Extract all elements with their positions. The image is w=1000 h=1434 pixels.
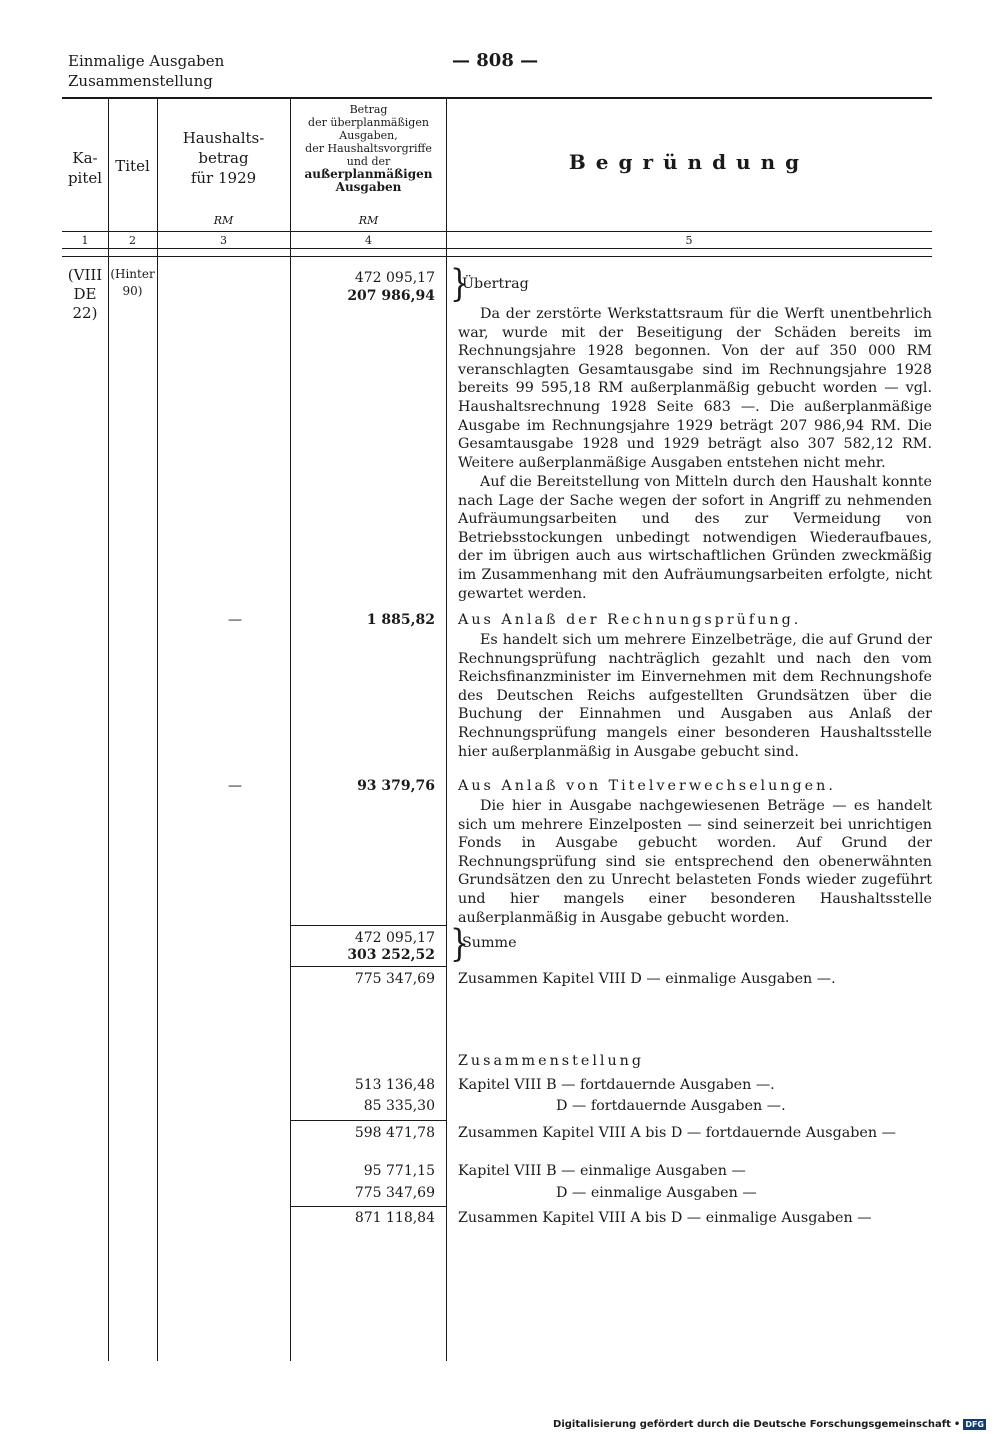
line-d-einm: D — einmalige Ausgaben —	[556, 1185, 757, 1201]
betrag-line-3: Ausgaben,	[339, 129, 398, 142]
label-uebertrag: Übertrag	[462, 276, 529, 292]
haushalt-dash-2: —	[228, 778, 242, 794]
amount-titelverwechselungen: 93 379,76	[357, 778, 435, 794]
col-header-titel: Titel	[115, 157, 150, 175]
einm-total-rule	[291, 1206, 446, 1207]
amount-rechnungspruefung: 1 885,82	[366, 612, 435, 628]
paragraph-werkstatt: Da der zerstörte Werkstattsraum für die Werft unentbehrlich war, wurde mit der Beseitigung der Schäden bereits im Rechnungsjahre 1928 begonnen. Von der auf 350 000 RM veranschlagten Gesamtausgabe sind im Rechnungsjahre 1928 bereits 99 595,18 RM außerplanmäßig gebucht worden — vgl. Haushaltsrechnung 1928 Seite 683 —. Die außerplanmäßige Ausgabe im Rechnungsjahre 1929 beträgt 207 986,94 RM. Die Gesamtausgabe 1928 und 1929 beträgt also 307 582,12 RM. Weitere außerplanmäßige Ausgaben entstehen nicht mehr.	[458, 306, 932, 471]
table-top-rule	[62, 97, 932, 99]
amount-summe-2: 303 252,52	[347, 947, 435, 963]
col-header-kapitel: Ka- pitel	[67, 149, 103, 187]
betrag-line-5: und der	[346, 155, 391, 168]
sum-rule-top	[291, 925, 446, 926]
amount-z-viii-b-fort: 513 136,48	[354, 1077, 435, 1093]
line-d-fort: D — fortdauernde Ausgaben —.	[556, 1098, 786, 1114]
col-number-2: 2	[129, 234, 136, 247]
col-number-4: 4	[365, 234, 372, 247]
amount-zusammen-viii-d: 775 347,69	[354, 971, 435, 987]
line-viii-b-fort: Kapitel VIII B — fortdauernde Ausgaben —.	[458, 1077, 775, 1093]
paragraph-titelverwechselungen: Die hier in Ausgabe nachgewiesenen Beträge — es handelt sich um mehrere Einzelposten — sind seinerzeit bei unrichtigen Fonds in Ausgabe gebucht worden. Auf Grund der Rechnungsprüfung sind sie entsprechend den obenerwähnten Grundsätzen den zu Unrecht belasteten Fonds wieder zugeführt und hier mangels einer besonderen Haushaltsstelle außerplanmäßig in Ausgabe gebucht worden.	[458, 798, 932, 926]
haushalt-dash-1: —	[228, 612, 242, 628]
col-number-1: 1	[81, 234, 89, 247]
amount-uebertrag-1: 472 095,17	[354, 270, 435, 286]
heading-rechnungspruefung: Aus Anlaß der Rechnungsprüfung.	[458, 612, 802, 628]
label-summe: Summe	[462, 935, 517, 951]
betrag-line-4: der Haushaltsvorgriffe	[305, 142, 432, 155]
amount-z-viii-b-einm: 95 771,15	[363, 1163, 435, 1179]
line-einm-total: Zusammen Kapitel VIII A bis D — einmalige Ausgaben —	[458, 1210, 872, 1226]
paragraph-bereitstellung: Auf die Bereitstellung von Mitteln durch den Haushalt konnte nach Lage der Sache wegen der sofort in Angriff zu nehmenden Aufräumungsarbeiten und des zur Vermeidung von Betriebsstockungen unbedingt notwendigen Wiederaufbaues, der im übrigen auch aus wirtschaftlichen Gründen zweckmäßig im Zusammenhang mit den Aufräumungsarbeiten erfolgte, nicht gewartet werden.	[458, 474, 932, 602]
line-viii-b-einm: Kapitel VIII B — einmalige Ausgaben —	[458, 1163, 746, 1179]
line-fort-total: Zusammen Kapitel VIII A bis D — fortdauernde Ausgaben —	[458, 1125, 896, 1141]
fort-total-rule	[291, 1120, 446, 1121]
brace-summe: }	[450, 922, 470, 966]
dfg-logo: DFG	[965, 1420, 984, 1429]
credit-text: Digitalisierung gefördert durch die Deutsche Forschungsgemeinschaft	[553, 1419, 951, 1430]
row-kapitel: (VIII DE 22)	[67, 266, 103, 322]
col-header-betrag	[291, 103, 446, 194]
line-zusammen-viii-d: Zusammen Kapitel VIII D — einmalige Ausgaben —.	[458, 971, 836, 987]
betrag-line-1: Betrag	[349, 103, 388, 116]
amount-summe-1: 472 095,17	[354, 930, 435, 946]
col-number-5: 5	[685, 234, 693, 247]
betrag-line-2: der überplanmäßigen	[308, 116, 429, 129]
betrag-bold: außerplanmäßigen Ausgaben	[304, 167, 433, 194]
header-bottom-rule	[62, 248, 932, 249]
amount-uebertrag-2: 207 986,94	[347, 288, 435, 304]
amount-z-einm-total: 871 118,84	[354, 1210, 435, 1226]
col-number-3: 3	[220, 234, 227, 247]
col-rule-4	[446, 99, 447, 1361]
brace-uebertrag: }	[450, 262, 470, 306]
heading-titelverwechselungen: Aus Anlaß von Titelverwechselungen.	[458, 778, 836, 794]
col-rule-2	[157, 99, 158, 1361]
heading-zusammenstellung: Zusammenstellung	[458, 1053, 645, 1069]
col-header-begruendung: Begründung	[568, 150, 810, 174]
unit-label-col3: RM	[213, 214, 234, 227]
sum-rule-bottom	[291, 966, 446, 967]
row-titel: (Hinter 90)	[110, 267, 155, 298]
digitization-credit: Digitalisierung gefördert durch die Deutsche Forschungsgemeinschaft • DFG	[553, 1419, 984, 1430]
page-number: — 808 —	[452, 50, 539, 71]
paragraph-rechnungspruefung: Es handelt sich um mehrere Einzelbeträge, die auf Grund der Rechnungsprüfung nachträglich gezahlt und nach den vom Reichsfinanzminister im Einvernehmen mit dem Rechnungshofe des Deutschen Reichs aufgestellten Grundsätzen über die Buchung der Einnahmen und Ausgaben aus Anlaß der Rechnungsprüfung mangels einer besonderen Haushaltsstelle hier außerplanmäßig in Ausgabe gebucht sind.	[458, 632, 932, 760]
running-head-line1: Einmalige Ausgaben	[68, 52, 225, 70]
header-double-rule	[62, 256, 932, 257]
col-header-haushaltsbetrag: Haushalts- betrag für 1929	[182, 129, 265, 187]
amount-z-fort-total: 598 471,78	[354, 1125, 435, 1141]
header-mid-rule	[62, 231, 932, 232]
amount-z-d-einm: 775 347,69	[354, 1185, 435, 1201]
unit-label-col4: RM	[358, 214, 379, 227]
running-head-line2: Zusammenstellung	[68, 72, 213, 90]
amount-z-d-fort: 85 335,30	[363, 1098, 435, 1114]
